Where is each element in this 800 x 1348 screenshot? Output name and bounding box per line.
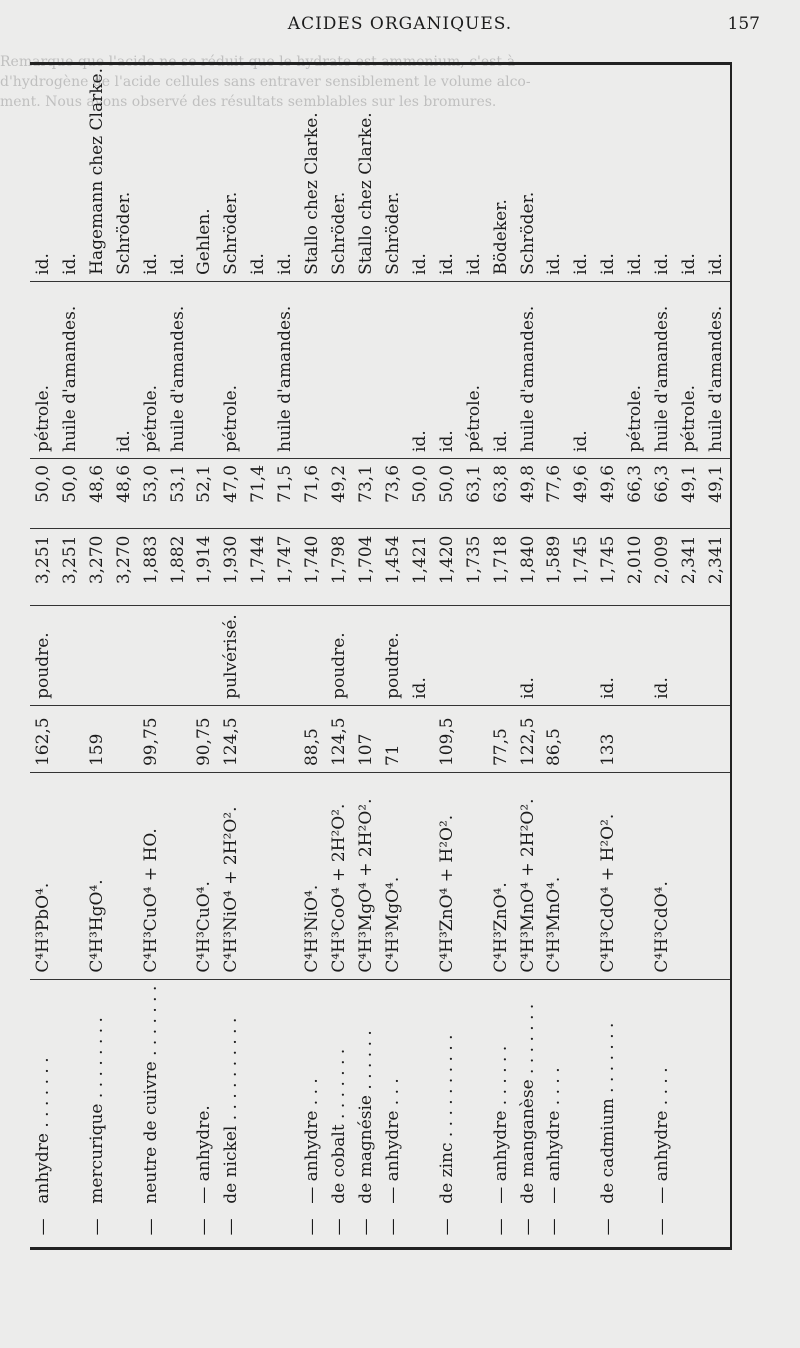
cell-liquid — [299, 281, 326, 458]
cell-formula: C⁴H³MgO⁴ + 2H²O². — [353, 773, 380, 980]
cell-name — [111, 979, 138, 1210]
cell-state — [461, 605, 488, 705]
table-row — [111, 62, 138, 1244]
cell-author: id. — [676, 62, 703, 281]
cell-name: — anhydre . . . . — [652, 1067, 673, 1204]
cell-dash — [245, 1210, 272, 1244]
cell-liquid — [542, 281, 569, 458]
cell-author: id. — [245, 62, 272, 281]
table-row — [676, 62, 703, 1244]
cell-liquid: pétrole. — [676, 281, 703, 458]
table-row — [272, 62, 299, 1244]
cell-density: 3,270 — [84, 529, 111, 605]
cell-dash — [703, 1210, 730, 1244]
cell-state — [622, 605, 649, 705]
cell-name — [165, 979, 192, 1210]
cell-density: 1,744 — [245, 529, 272, 605]
cell-weight — [622, 705, 649, 772]
table-row — [568, 62, 595, 1244]
cell-liquid — [353, 281, 380, 458]
cell-formula — [676, 773, 703, 980]
cell-author: id. — [272, 62, 299, 281]
table-row — [542, 62, 569, 1244]
cell-weight: 124,5 — [326, 705, 353, 772]
cell-dash: — — [517, 1218, 538, 1236]
cell-dash: — — [221, 1218, 242, 1236]
cell-name: de magnésie . . . . . . — [356, 1030, 377, 1204]
cell-dash: — — [356, 1218, 377, 1236]
cell-density: 1,840 — [515, 529, 542, 605]
cell-dash — [622, 1210, 649, 1244]
rotated-table — [30, 62, 730, 1244]
cell-liquid: huile d'amandes. — [703, 281, 730, 458]
cell-volume: 50,0 — [434, 458, 461, 529]
cell-formula — [165, 773, 192, 980]
cell-formula: C⁴H³NiO⁴. — [299, 773, 326, 980]
cell-author: Gehlen. — [192, 62, 219, 281]
cell-state — [542, 605, 569, 705]
table-row — [165, 62, 192, 1244]
cell-name: de cadmium . . . . . . . — [598, 1022, 619, 1204]
cell-state — [272, 605, 299, 705]
cell-author: Schröder. — [380, 62, 407, 281]
cell-dash: — — [86, 1218, 107, 1236]
cell-weight — [568, 705, 595, 772]
cell-weight: 133 — [595, 705, 622, 772]
cell-density: 3,251 — [30, 529, 57, 605]
cell-weight — [272, 705, 299, 772]
cell-state — [138, 605, 165, 705]
cell-state: id. — [649, 605, 676, 705]
table-row — [461, 62, 488, 1244]
cell-liquid: id. — [488, 281, 515, 458]
cell-weight: 107 — [353, 705, 380, 772]
cell-weight: 71 — [380, 705, 407, 772]
cell-liquid: huile d'amandes. — [272, 281, 299, 458]
cell-formula: C⁴H³MnO⁴ + 2H²O². — [515, 773, 542, 980]
cell-volume: 50,0 — [57, 458, 84, 529]
cell-author: id. — [568, 62, 595, 281]
cell-density: 2,341 — [676, 529, 703, 605]
page-header — [0, 12, 800, 42]
cell-liquid — [595, 281, 622, 458]
cell-weight — [111, 705, 138, 772]
cell-formula: C⁴H³CdO⁴. — [649, 773, 676, 980]
cell-density: 1,914 — [192, 529, 219, 605]
cell-state: poudre. — [380, 605, 407, 705]
cell-dash — [165, 1210, 192, 1244]
cell-dash: — — [652, 1218, 673, 1236]
cell-state — [299, 605, 326, 705]
cell-author: Schröder. — [326, 62, 353, 281]
cell-liquid: huile d'amandes. — [57, 281, 84, 458]
cell-volume: 71,5 — [272, 458, 299, 529]
table-row — [515, 62, 542, 1244]
cell-volume: 49,2 — [326, 458, 353, 529]
table-row — [138, 62, 165, 1244]
cell-volume: 50,0 — [407, 458, 434, 529]
cell-density: 1,883 — [138, 529, 165, 605]
cell-author: id. — [649, 62, 676, 281]
cell-weight: 162,5 — [30, 705, 57, 772]
cell-density: 1,589 — [542, 529, 569, 605]
cell-volume: 73,6 — [380, 458, 407, 529]
cell-dash: — — [598, 1218, 619, 1236]
cell-state — [703, 605, 730, 705]
cell-density: 1,421 — [407, 529, 434, 605]
cell-name: — anhydre . . . — [382, 1078, 403, 1204]
cell-dash — [407, 1210, 434, 1244]
cell-density: 1,882 — [165, 529, 192, 605]
cell-state — [488, 605, 515, 705]
cell-liquid: pétrole. — [461, 281, 488, 458]
cell-volume: 66,3 — [622, 458, 649, 529]
cell-name: — anhydre . . . . . . — [490, 1045, 511, 1204]
table-row — [192, 62, 219, 1244]
cell-weight: 86,5 — [542, 705, 569, 772]
cell-dash: — — [32, 1218, 53, 1236]
cell-liquid — [326, 281, 353, 458]
table-row — [595, 62, 622, 1244]
cell-author: Schröder. — [218, 62, 245, 281]
cell-author: id. — [461, 62, 488, 281]
cell-density: 1,420 — [434, 529, 461, 605]
cell-volume: 71,6 — [299, 458, 326, 529]
cell-formula: C⁴H³HgO⁴. — [84, 773, 111, 980]
cell-formula: C⁴H³CuO⁴. — [192, 773, 219, 980]
cell-author: Schröder. — [111, 62, 138, 281]
cell-liquid: id. — [568, 281, 595, 458]
cell-formula — [245, 773, 272, 980]
cell-author: Bödeker. — [488, 62, 515, 281]
cell-dash: — — [544, 1218, 565, 1236]
cell-state — [434, 605, 461, 705]
cell-formula: C⁴H³CuO⁴ + HO. — [138, 773, 165, 980]
cell-volume: 49,8 — [515, 458, 542, 529]
bleed-through-line: Remarque que l'acide ne se réduit que le hydrate est ammonium, c'est-à- — [0, 54, 520, 70]
cell-density: 1,718 — [488, 529, 515, 605]
cell-formula: C⁴H³PbO⁴. — [30, 773, 57, 980]
cell-formula — [407, 773, 434, 980]
cell-volume: 63,8 — [488, 458, 515, 529]
table-row — [380, 62, 407, 1244]
table-row — [434, 62, 461, 1244]
cell-name: de nickel . . . . . . . . . . — [221, 1017, 242, 1204]
cell-density: 1,704 — [353, 529, 380, 605]
cell-state: poudre. — [30, 605, 57, 705]
table-row — [299, 62, 326, 1244]
cell-formula — [272, 773, 299, 980]
cell-density: 1,454 — [380, 529, 407, 605]
cell-author: id. — [434, 62, 461, 281]
cell-dash: — — [194, 1218, 215, 1236]
table-row — [245, 62, 272, 1244]
cell-weight: 109,5 — [434, 705, 461, 772]
cell-volume: 53,0 — [138, 458, 165, 529]
cell-dash — [461, 1210, 488, 1244]
cell-state: id. — [407, 605, 434, 705]
cell-name: de manganèse . . . . . . . — [517, 1003, 538, 1204]
cell-author: Stallo chez Clarke. — [353, 62, 380, 281]
cell-liquid — [380, 281, 407, 458]
acetates-density-table — [30, 62, 730, 1244]
cell-density: 2,341 — [703, 529, 730, 605]
cell-density: 1,745 — [568, 529, 595, 605]
cell-weight — [407, 705, 434, 772]
cell-volume: 52,1 — [192, 458, 219, 529]
cell-dash: — — [140, 1218, 161, 1236]
cell-dash — [568, 1210, 595, 1244]
bleed-through-line: d'hydrogène de l'acide cellules sans entraver sensiblement le volume alco- — [0, 74, 531, 90]
cell-volume: 73,1 — [353, 458, 380, 529]
cell-formula: C⁴H³CoO⁴ + 2H²O². — [326, 773, 353, 980]
cell-author: Hagemann chez Clarke. — [84, 62, 111, 281]
cell-dash — [111, 1210, 138, 1244]
cell-author: id. — [165, 62, 192, 281]
bleed-through-line: ment. Nous avons observé des résultats semblables sur les bromures. — [0, 94, 497, 110]
cell-state: id. — [595, 605, 622, 705]
cell-density: 1,747 — [272, 529, 299, 605]
cell-formula — [57, 773, 84, 980]
cell-name: neutre de cuivre . . . . . . . — [140, 985, 161, 1204]
cell-density: 1,740 — [299, 529, 326, 605]
cell-name — [245, 979, 272, 1210]
cell-author: Stallo chez Clarke. — [299, 62, 326, 281]
cell-liquid: pétrole. — [218, 281, 245, 458]
cell-name: — anhydre . . . — [302, 1078, 323, 1204]
cell-name — [461, 979, 488, 1210]
cell-density: 2,009 — [649, 529, 676, 605]
cell-liquid — [84, 281, 111, 458]
cell-state — [84, 605, 111, 705]
cell-state — [676, 605, 703, 705]
cell-volume: 47,0 — [218, 458, 245, 529]
cell-state — [57, 605, 84, 705]
cell-name: de cobalt . . . . . . . — [329, 1048, 350, 1204]
cell-dash: — — [329, 1218, 350, 1236]
cell-state: poudre. — [326, 605, 353, 705]
table-row — [30, 62, 57, 1244]
cell-density: 3,251 — [57, 529, 84, 605]
cell-author: id. — [622, 62, 649, 281]
cell-weight — [649, 705, 676, 772]
cell-state — [192, 605, 219, 705]
cell-liquid: pétrole. — [30, 281, 57, 458]
cell-state: pulvérisé. — [218, 605, 245, 705]
cell-author: id. — [703, 62, 730, 281]
cell-weight: 122,5 — [515, 705, 542, 772]
cell-formula: C⁴H³MgO⁴. — [380, 773, 407, 980]
cell-volume: 48,6 — [84, 458, 111, 529]
cell-weight: 90,75 — [192, 705, 219, 772]
cell-state — [245, 605, 272, 705]
cell-name: mercurique . . . . . . . . — [86, 1017, 107, 1204]
cell-density: 1,930 — [218, 529, 245, 605]
table-row — [218, 62, 245, 1244]
cell-state: id. — [515, 605, 542, 705]
rotated-table-container — [30, 62, 730, 1244]
cell-formula — [461, 773, 488, 980]
cell-formula: C⁴H³ZnO⁴ + H²O². — [434, 773, 461, 980]
table-body — [30, 62, 730, 1244]
cell-volume: 48,6 — [111, 458, 138, 529]
cell-state — [568, 605, 595, 705]
cell-state — [111, 605, 138, 705]
cell-name: de zinc . . . . . . . . . . — [436, 1034, 457, 1204]
cell-dash — [272, 1210, 299, 1244]
cell-weight — [703, 705, 730, 772]
cell-liquid — [245, 281, 272, 458]
cell-author: id. — [30, 62, 57, 281]
cell-author: Schröder. — [515, 62, 542, 281]
cell-author: id. — [138, 62, 165, 281]
cell-name — [568, 979, 595, 1210]
cell-dash — [57, 1210, 84, 1244]
cell-liquid: id. — [434, 281, 461, 458]
cell-weight — [57, 705, 84, 772]
cell-weight: 99,75 — [138, 705, 165, 772]
cell-volume: 49,1 — [703, 458, 730, 529]
cell-formula — [568, 773, 595, 980]
cell-formula: C⁴H³ZnO⁴. — [488, 773, 515, 980]
cell-name — [676, 979, 703, 1210]
cell-volume: 53,1 — [165, 458, 192, 529]
cell-state — [165, 605, 192, 705]
cell-liquid: id. — [407, 281, 434, 458]
cell-formula: C⁴H³NiO⁴ + 2H²O². — [218, 773, 245, 980]
cell-volume: 49,6 — [568, 458, 595, 529]
cell-volume: 50,0 — [30, 458, 57, 529]
running-title: ACIDES ORGANIQUES. — [287, 14, 513, 34]
cell-volume: 49,6 — [595, 458, 622, 529]
cell-dash: — — [382, 1218, 403, 1236]
table-row — [326, 62, 353, 1244]
cell-volume: 66,3 — [649, 458, 676, 529]
table-row — [407, 62, 434, 1244]
cell-liquid: pétrole. — [138, 281, 165, 458]
cell-name — [407, 979, 434, 1210]
table-row — [57, 62, 84, 1244]
cell-weight — [245, 705, 272, 772]
cell-weight: 88,5 — [299, 705, 326, 772]
cell-formula — [111, 773, 138, 980]
cell-liquid: pétrole. — [622, 281, 649, 458]
cell-weight — [676, 705, 703, 772]
cell-liquid: huile d'amandes. — [165, 281, 192, 458]
cell-dash — [676, 1210, 703, 1244]
page-number: 157 — [727, 14, 760, 34]
cell-name — [622, 979, 649, 1210]
cell-author: id. — [542, 62, 569, 281]
table-row — [622, 62, 649, 1244]
cell-dash: — — [436, 1218, 457, 1236]
cell-name — [57, 979, 84, 1210]
table-row — [703, 62, 730, 1244]
cell-density: 1,745 — [595, 529, 622, 605]
cell-weight: 159 — [84, 705, 111, 772]
cell-state — [353, 605, 380, 705]
table-row — [488, 62, 515, 1244]
cell-volume: 71,4 — [245, 458, 272, 529]
cell-name: anhydre . . . . . . . — [32, 1057, 53, 1204]
cell-dash: — — [490, 1218, 511, 1236]
cell-volume: 77,6 — [542, 458, 569, 529]
cell-formula — [703, 773, 730, 980]
cell-dash: — — [302, 1218, 323, 1236]
cell-liquid: id. — [111, 281, 138, 458]
cell-volume: 63,1 — [461, 458, 488, 529]
cell-density: 2,010 — [622, 529, 649, 605]
cell-name — [272, 979, 299, 1210]
cell-formula — [622, 773, 649, 980]
cell-weight: 124,5 — [218, 705, 245, 772]
cell-author: id. — [407, 62, 434, 281]
cell-author: id. — [595, 62, 622, 281]
table-row — [84, 62, 111, 1244]
cell-weight — [165, 705, 192, 772]
cell-author: id. — [57, 62, 84, 281]
cell-weight — [461, 705, 488, 772]
cell-formula: C⁴H³MnO⁴. — [542, 773, 569, 980]
cell-formula: C⁴H³CdO⁴ + H²O². — [595, 773, 622, 980]
table-row — [649, 62, 676, 1244]
cell-liquid: huile d'amandes. — [515, 281, 542, 458]
cell-density: 3,270 — [111, 529, 138, 605]
table-row — [353, 62, 380, 1244]
cell-density: 1,735 — [461, 529, 488, 605]
cell-name — [703, 979, 730, 1210]
cell-name: — anhydre. — [194, 1105, 215, 1204]
cell-weight: 77,5 — [488, 705, 515, 772]
cell-liquid: huile d'amandes. — [649, 281, 676, 458]
cell-liquid — [192, 281, 219, 458]
cell-volume: 49,1 — [676, 458, 703, 529]
cell-name: — anhydre . . . . — [544, 1067, 565, 1204]
cell-density: 1,798 — [326, 529, 353, 605]
